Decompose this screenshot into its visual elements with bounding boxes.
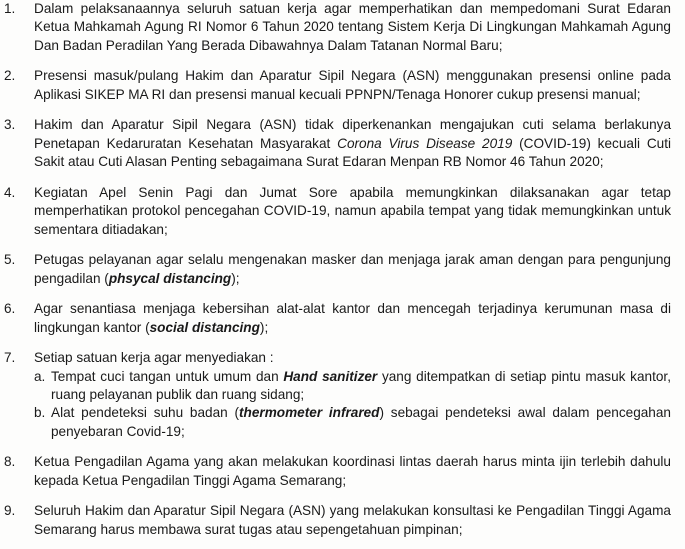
- text-segment: Ketua Pengadilan Agama yang akan melakukan koordinasi lintas daerah harus minta ijin terlebih dahulu kepada Ketua Pengadilan Tinggi Agama Semarang;: [34, 454, 671, 488]
- emphasis-text: Hand sanitizer: [283, 368, 378, 384]
- sub-list-text: [51, 369, 671, 402]
- text-segment: Agar senantiasa menjaga kebersihan alat-alat kantor dan mencegah terjadinya kerumunan masa di lingkungan kantor (: [34, 301, 671, 335]
- text-segment: (COVID-19) kecuali Cuti Sakit atau Cuti Alasan Penting sebagaimana Surat Edaran Menpan RB Nomor 46 Tahun 2020;: [34, 135, 671, 170]
- list-item-number: 1.: [4, 1, 16, 16]
- list-item-number: 6.: [4, 301, 16, 317]
- list-item-8: [0, 453, 685, 490]
- text-segment: Seluruh Hakim dan Aparatur Sipil Negara (ASN) yang melakukan konsultasi ke Pengadilan Tinggi Agama Semarang harus membawa surat tugas atau sepengetahuan pimpinan;: [34, 503, 671, 537]
- text-segment: Presensi masuk/pulang Hakim dan Aparatur Sipil Negara (ASN) menggunakan presensi online pada Aplikasi SIKEP MA RI dan presensi manual kecuali PPNPN/Tenaga Honorer cukup presensi manual;: [34, 68, 671, 102]
- list-item-text: [34, 67, 671, 104]
- list-item-2: [0, 67, 685, 104]
- emphasis-text: thermometer infrared: [239, 405, 380, 421]
- list-item-text: [34, 184, 671, 239]
- list-item-text: [34, 502, 671, 539]
- text-segment: Setiap satuan kerja agar menyediakan :: [34, 350, 274, 366]
- list-item-number: 5.: [4, 252, 16, 268]
- text-segment: Tempat cuci tangan untuk umum dan: [51, 368, 284, 384]
- text-segment: Kegiatan Apel Senin Pagi dan Jumat Sore apabila memungkinkan dilaksanakan agar tetap memperhatikan protokol pencegahan COVID-19, namun apabila tempat yang tidak memungkinkan untuk sementara ditiadakan;: [34, 184, 671, 237]
- emphasis-text: Corona Virus Disease 2019: [337, 135, 513, 151]
- emphasis-text: phsycal distancing: [108, 270, 232, 286]
- sub-list-text: [51, 405, 671, 438]
- text-segment: yang ditempatkan di setiap pintu masuk kantor, ruang pelayanan publik dan ruang sidang;: [51, 368, 671, 403]
- text-segment: Petugas pelayanan agar selalu mengenakan masker dan menjaga jarak aman dengan para pengunjung pengadilan (: [34, 252, 671, 286]
- sub-list-item-b: [34, 404, 671, 441]
- list-item-7: [0, 349, 685, 441]
- list-item-4: [0, 184, 685, 239]
- text-segment: Dalam pelaksanaannya seluruh satuan kerja agar memperhatikan dan mempedomani Surat Edaran Ketua Mahkamah Agung RI Nomor 6 Tahun 2020 tentang Sistem Kerja Di Lingkungan Mahkamah Agung Dan Badan Peradilan Yang Berada Dibawahnya Dalam Tatanan Normal Baru;: [34, 1, 671, 53]
- list-item-text: [34, 251, 671, 288]
- text-segment: ) sebagai pendeteksi awal dalam pencegahan penyebaran Covid-19;: [51, 405, 671, 439]
- emphasis-text: social distancing: [149, 319, 260, 335]
- list-item-number: 2.: [4, 68, 16, 84]
- list-item-text: [34, 0, 671, 55]
- list-item-9: [0, 502, 685, 539]
- list-item-number: 4.: [4, 184, 16, 200]
- sub-list-label: b.: [34, 405, 46, 421]
- list-item-text: [34, 300, 671, 337]
- list-item-1: [0, 0, 685, 55]
- list-item-number: 8.: [4, 454, 16, 470]
- list-item-number: 7.: [4, 350, 16, 366]
- list-item-5: [0, 251, 685, 288]
- list-item-3: [0, 116, 685, 171]
- list-item-text: [34, 116, 671, 171]
- list-item-number: 3.: [4, 117, 16, 133]
- sub-list-item-a: [34, 368, 671, 405]
- list-item-number: 9.: [4, 503, 16, 519]
- text-segment: Alat pendeteksi suhu badan (: [51, 405, 240, 421]
- list-item-6: [0, 300, 685, 337]
- text-segment: );: [231, 270, 240, 286]
- text-segment: );: [259, 319, 269, 335]
- text-segment: Hakim dan Aparatur Sipil Negara (ASN) tidak diperkenankan mengajukan cuti selama berlakunya Penetapan Kedaruratan Kesehatan Masyarakat: [34, 117, 671, 151]
- sub-list: [34, 368, 671, 442]
- sub-list-label: a.: [34, 368, 46, 384]
- list-item-text: [34, 349, 671, 367]
- list-item-text: [34, 453, 671, 490]
